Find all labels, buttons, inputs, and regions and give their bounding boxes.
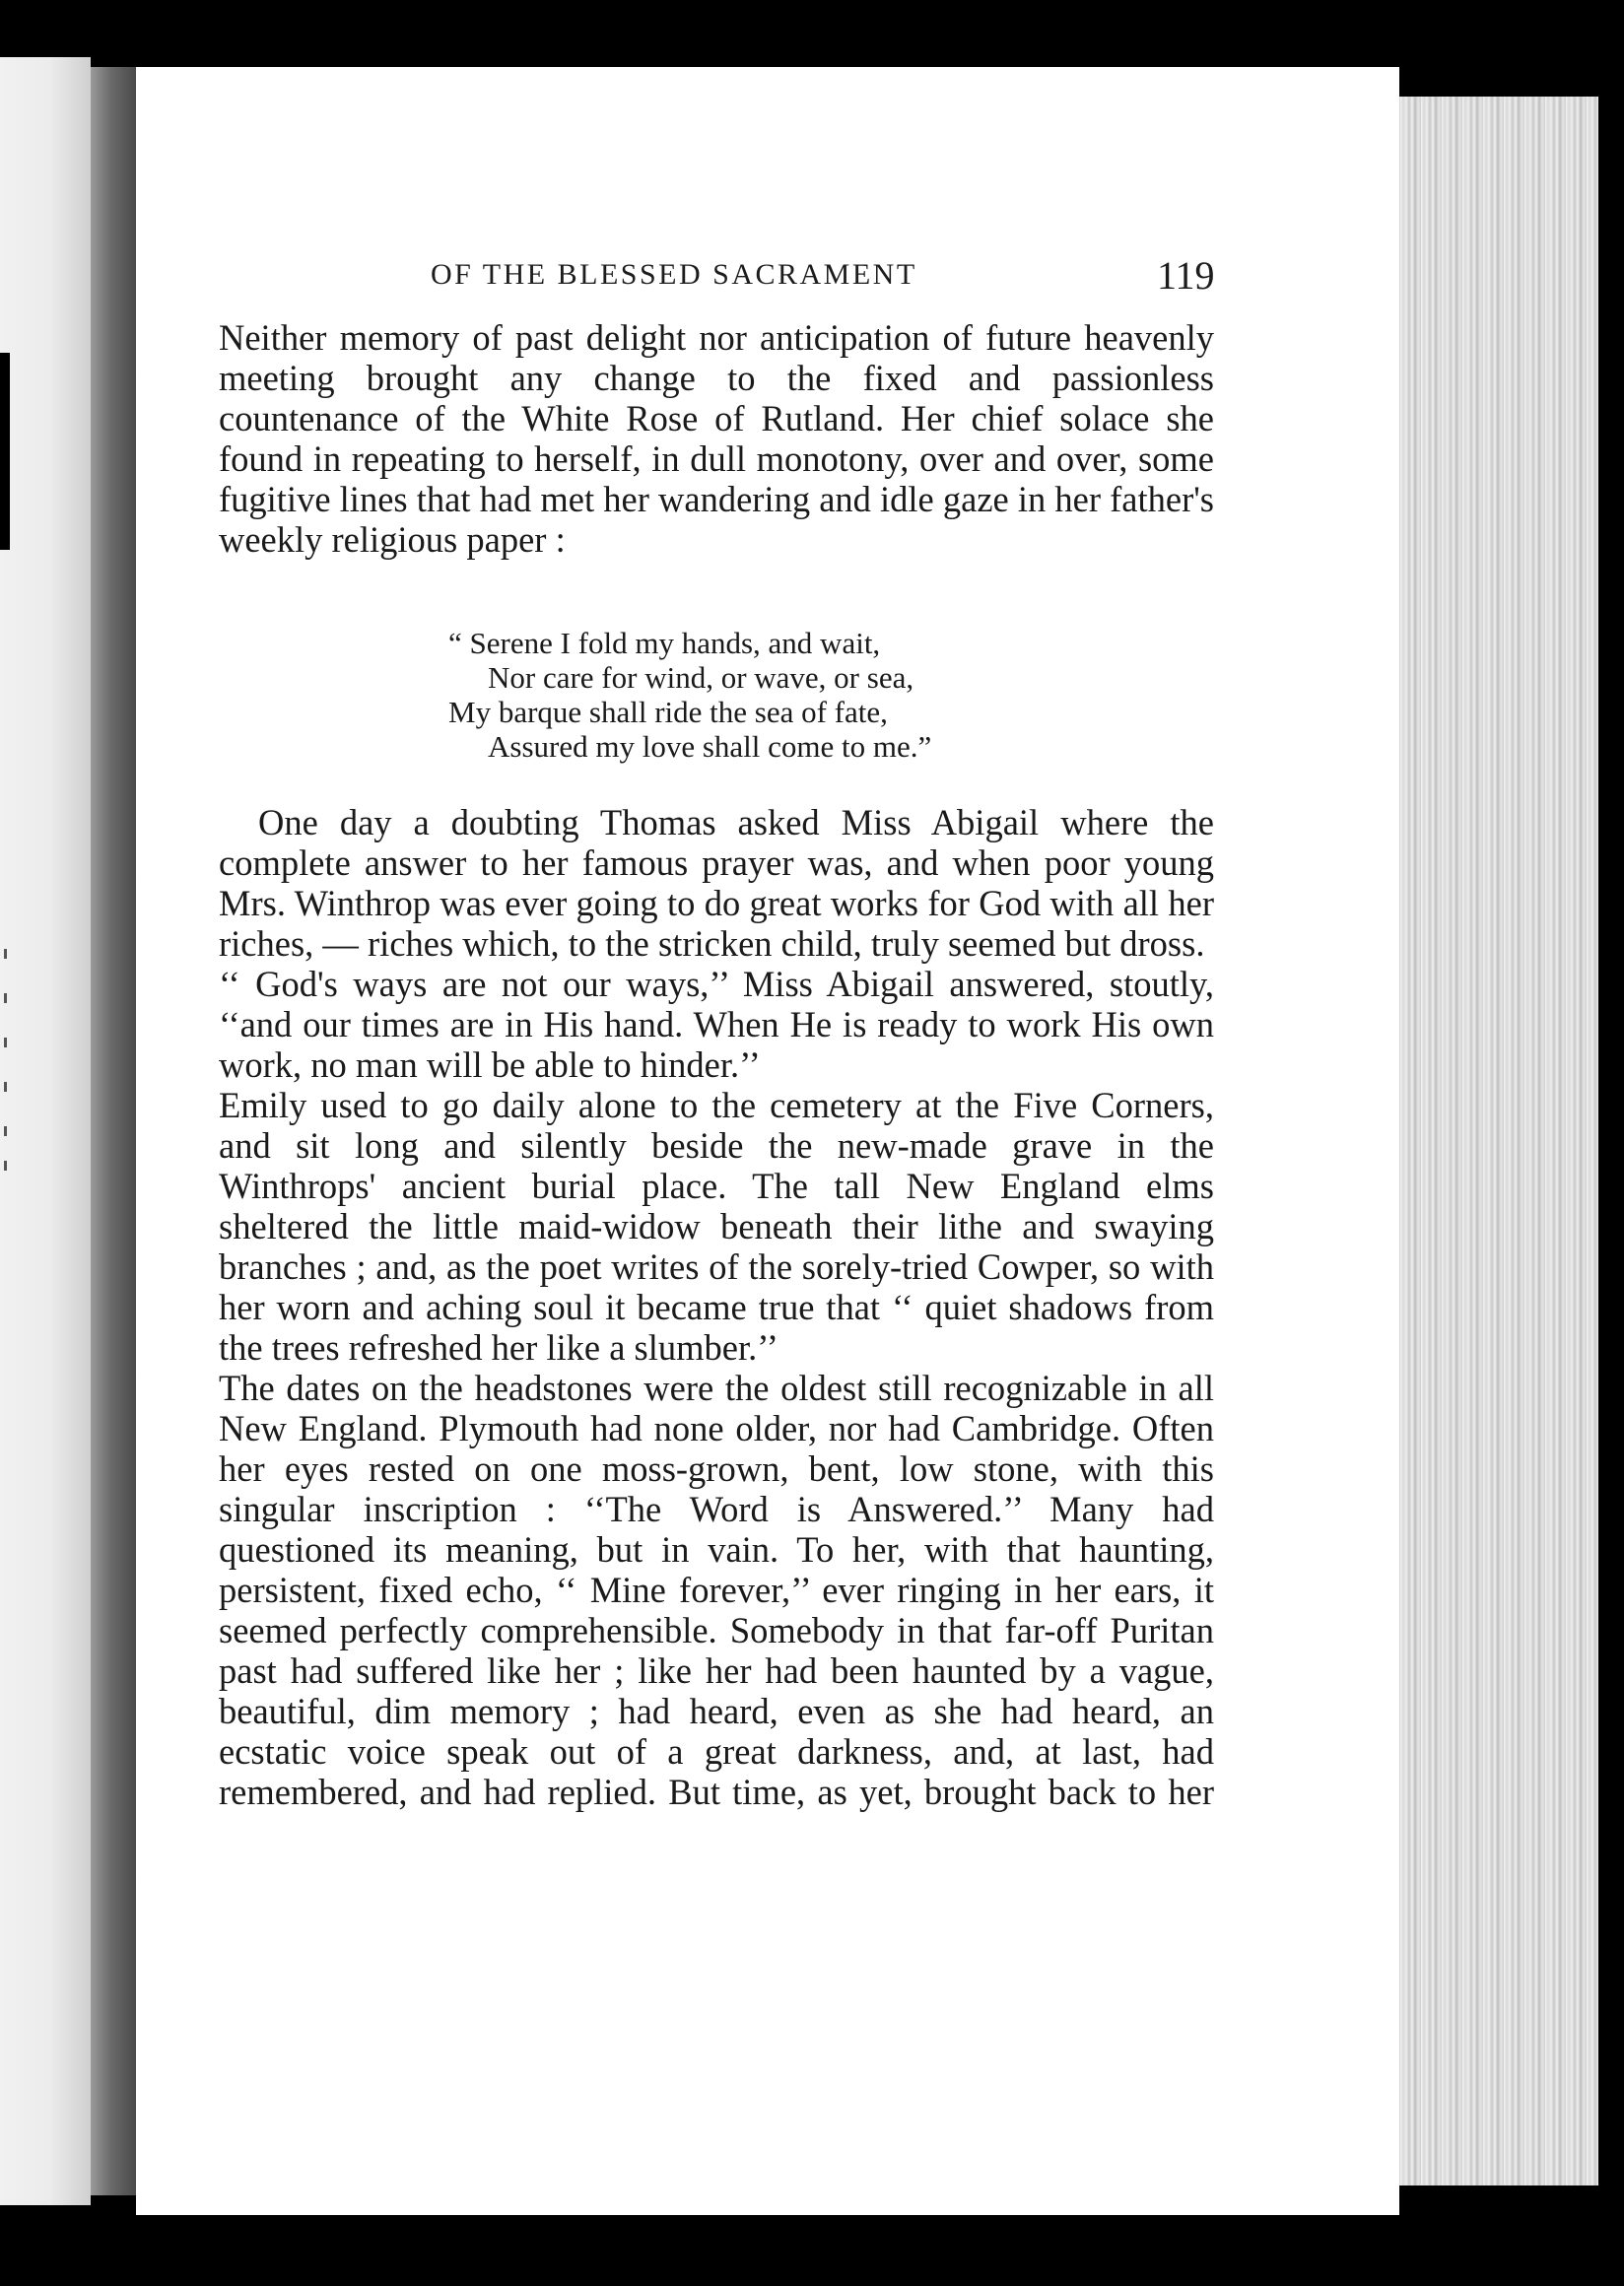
facing-page-text-fragment — [4, 1161, 7, 1171]
paragraph-headstones: The dates on the headstones were the oldest still recognizable in all New England. Plymouth had none older, nor had Cambridge. Often her eyes rested on one moss-grown, bent, low stone, with this singular inscription : ‘‘The Word is Answered.’’ Many had questioned its meaning, but in vain. To her, with that haunting, persistent, fixed echo, ‘‘ Mine forever,’’ ever ringing in her ears, it seemed perfectly comprehensible. Somebody in that far-off Puritan past had suffered like her ; like her had been haunted by a vague, beautiful, dim memory ; had heard, even as she had heard, an ecstatic voice speak out of a great darkness, and, at last, had remembered, and had replied. But time, as yet, brought back to her — [219, 1368, 1214, 1812]
verse-line: My barque shall ride the sea of fate, — [448, 695, 888, 729]
facing-page-text-fragment — [4, 1038, 7, 1047]
running-title: OF THE BLESSED SACRAMENT — [431, 258, 917, 291]
opening-text-block — [219, 317, 1214, 560]
facing-page-dark-strip — [0, 353, 10, 550]
opening-paragraph: Neither memory of past delight nor anticipation of future heavenly meeting brought any change to the fixed and passionless countenance of the White Rose of Rutland. Her chief solace she found in repeating to herself, in dull monotony, over and over, some fugitive lines that had met her wandering and idle gaze in her father's weekly religious paper : — [219, 317, 1214, 560]
verse-line: Nor care for wind, or wave, or sea, — [488, 660, 914, 695]
facing-page-text-fragment — [4, 949, 7, 959]
body-text-block — [219, 802, 1214, 1812]
paragraph-doubting-thomas: One day a doubting Thomas asked Miss Abigail where the complete answer to her famous prayer was, and when poor young Mrs. Winthrop was ever going to do great works for God with all her riches, — riches which, to the stricken child, truly seemed but dross. — [219, 802, 1214, 964]
facing-page-text-fragment — [4, 1126, 7, 1136]
facing-page-text-fragment — [4, 1082, 7, 1092]
page-number: 119 — [1157, 253, 1215, 298]
paragraph-gods-ways: ‘‘ God's ways are not our ways,’’ Miss Abigail answered, stoutly, ‘‘and our times are in His hand. When He is ready to work His own work, no man will be able to hinder.’’ — [219, 964, 1214, 1085]
facing-page-text-fragment — [4, 993, 7, 1003]
verse-line: Assured my love shall come to me.” — [488, 729, 932, 764]
page-stack-edges — [1380, 97, 1598, 2185]
verse-line: “ Serene I fold my hands, and wait, — [448, 626, 881, 660]
book-gutter — [91, 67, 136, 2195]
facing-page-edge — [0, 57, 91, 2205]
quoted-verse — [448, 626, 1059, 764]
paragraph-cemetery: Emily used to go daily alone to the cemetery at the Five Corners, and sit long and silently beside the new-made grave in the Winthrops' ancient burial place. The tall New England elms sheltered the little maid-widow beneath their lithe and swaying branches ; and, as the poet writes of the sorely-tried Cowper, so with her worn and aching soul it became true that ‘‘ quiet shadows from the trees refreshed her like a slumber.’’ — [219, 1085, 1214, 1368]
